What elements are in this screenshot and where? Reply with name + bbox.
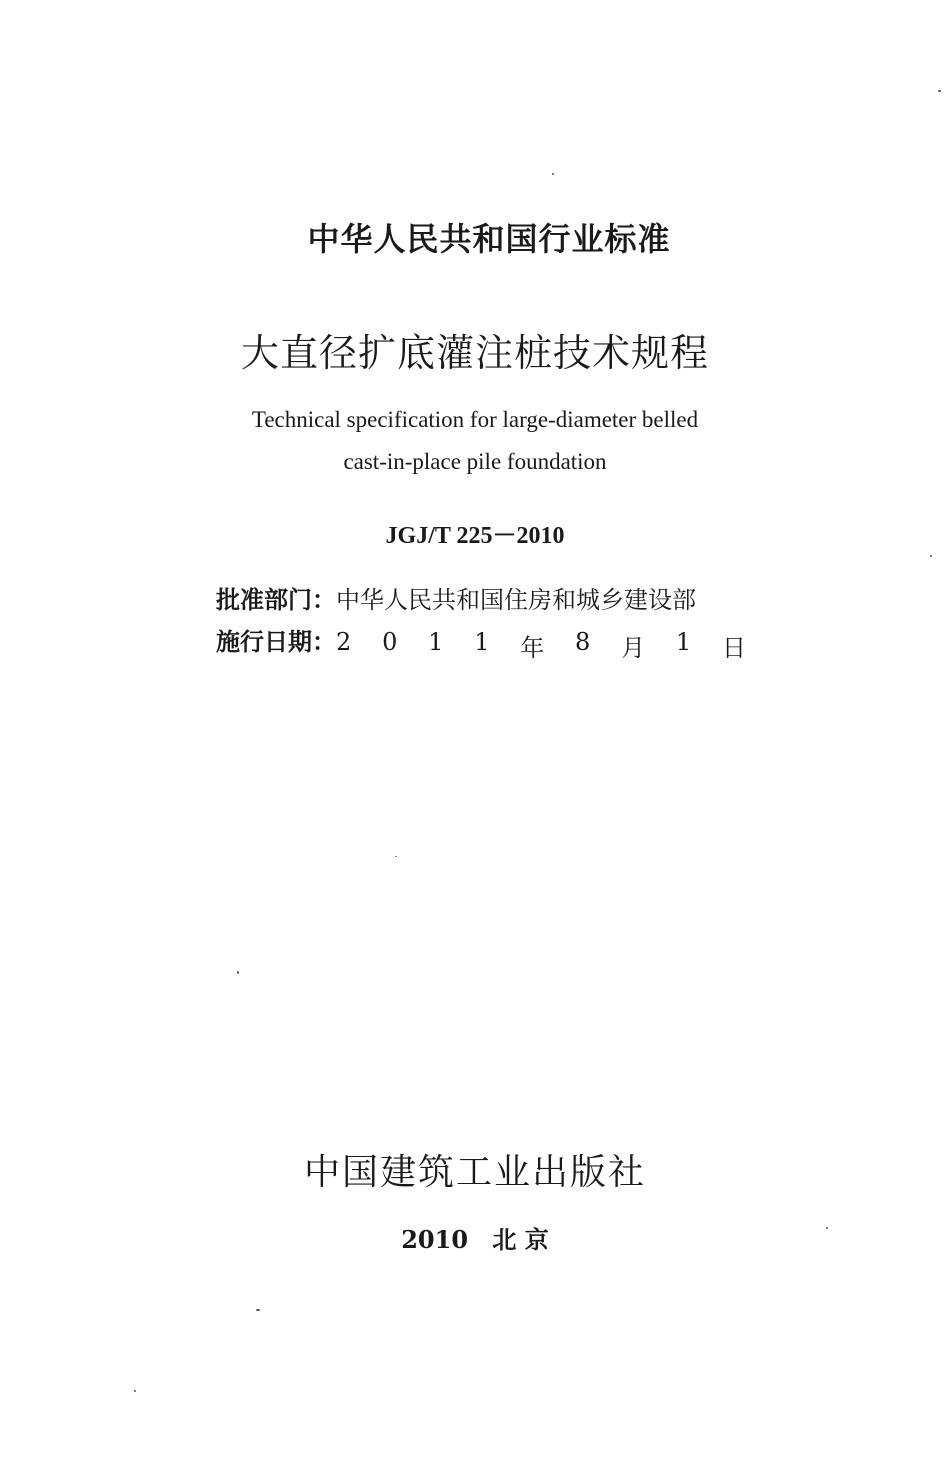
date-char: 1 <box>474 628 490 656</box>
scan-speck <box>552 173 554 175</box>
imprint-year: 2010 <box>401 1225 469 1254</box>
date-char: 0 <box>382 628 398 656</box>
approval-value: 中华人民共和国住房和城乡建设部 <box>336 586 696 614</box>
effective-date-row <box>216 622 746 663</box>
date-char: 8 <box>575 628 591 656</box>
approval-row <box>216 580 696 615</box>
scan-speck <box>930 555 932 557</box>
title-english-line2: cast-in-place pile foundation <box>343 449 607 474</box>
title-chinese: 大直径扩底灌注桩技术规程 <box>240 331 709 375</box>
date-char: 1 <box>675 628 692 656</box>
scan-speck <box>134 1390 136 1392</box>
scan-speck <box>395 856 397 857</box>
date-char: 1 <box>428 628 444 656</box>
standard-header: 中华人民共和国行业标准 <box>307 220 671 258</box>
scan-speck <box>256 1309 260 1311</box>
date-char: 2 <box>336 628 352 656</box>
date-char: 月 <box>621 634 646 662</box>
date-char: 日 <box>721 634 746 662</box>
scan-speck <box>938 90 941 92</box>
standard-code: JGJ/T 225－2010 <box>385 523 565 549</box>
effective-date-value <box>336 628 746 663</box>
approval-label: 批准部门： <box>216 586 336 614</box>
imprint <box>0 1220 950 1255</box>
scan-speck <box>237 971 239 974</box>
scan-speck <box>826 1227 828 1229</box>
publisher-name: 中国建筑工业出版社 <box>303 1152 646 1193</box>
imprint-city: 北 京 <box>492 1225 549 1254</box>
effective-date-label: 施行日期： <box>216 628 336 656</box>
date-char: 年 <box>520 634 545 662</box>
title-english-line1: Technical specification for large-diameter belled <box>251 407 699 432</box>
